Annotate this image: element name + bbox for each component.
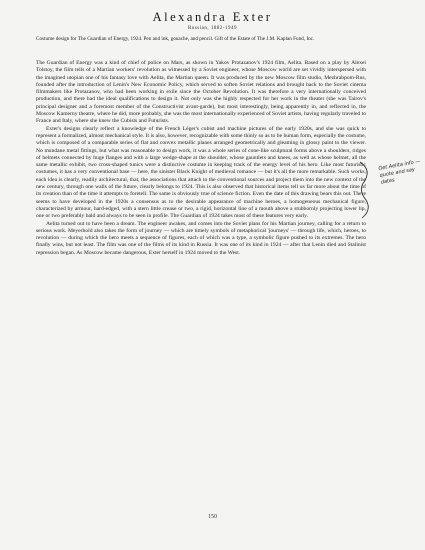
paragraph: The Guardian of Energy was a kind of chief of police on Mars, as shown in Yakov Protazanov's 1924 film, Aelita. Based on a play by Alexei Tolstoy, the film tells of a Martian workers' revolution as witnessed by a Soviet engineer, whose Moscow world are set vividly interspersed with the imagined utopian one of his fantasy love with Aelita, the Martian queen. It was produced by the new Moscow film studio, Mezhrabpom-Rus, founded after the introduction of Lenin's New Economic Policy, which served to soften Soviet relations and brought back to the Soviet cinema filmmakers like Protazanov, who had been working in exile since the October Revolution. It was therefore a very internationally conceived production, and there had the ideal qualifications to design it. Not only was she highly respected for her work in the theater (she was Tairov's principal designer and a foremost member of the Constructivist avant-garde), but most interestingly, being apparently in, and reflected in, the Moscow Kamerny theatre, where he did, more probably, she was the most internationally experienced of Soviet artists, having regularly traveled to France and Italy, where she knew the Cubists and Futurists. [36, 60, 366, 125]
margin-bracket-mark [358, 160, 378, 220]
page-subtitle: Russian, 1882-1949 [188, 26, 237, 31]
paragraph: Exter's designs clearly reflect a knowledge of the French Léger's cubist and machine pictures of the early 1920s, and she was quick to represent a formalized, almost mechanical style. It is also, however, recognizable with some thinly so as to be human form, especially the costume, which is composed of a comparable series of flat and convex metallic planes arranged geometrically and gleaming in glossy paint to the viewer. No mundane metal fittings, but what was reasonable to design work, it was a whole series of cone-like sculptural forms above a shoulders, ridges of helmets connected by huge flanges and with a large wedge-shape at the shoulder, whose gauntlets and knees, as well as whose helmet, all the same metallic exhibit, two cross-shaped tunics were a distinctive costume in keeping track of the energy level of his hero. Like most futuristic costumes, it has a very conventional base — here, the sinister Black Knight of medieval romance — but it's all the more remarkable. Such works, each idea is clearly, readily architectural, that, the associations that attach to the conventional sources and project them into the new context of the new century, through one walls of the future, clearly belongs to 1924. This is also observed that historical items tell us far more about the time of its creation than of the time it attempts to foretell. The same is obviously true of science fiction. Even the date of this drawing bears this out. There seems to have developed in the 1920s a consensus as to the desirable appearance of machine heroes, a homogeneous mechanical figure, characterized by armour, hard-edged, with a stern little crease or two, a rigid, horizontal line of a mouth above a stubbornly projecting lower lip, one or two preferably bald and always to be seen in profile. The Guardian of 1924 takes most of these features very early. [36, 125, 366, 220]
page-title: Alexandra Exter [152, 10, 273, 24]
handwritten-note: Get Aelita info — quote and say dates [378, 158, 421, 186]
body-text [36, 60, 366, 257]
paragraph: Aelita turned out to have been a dream. The engineer awakes, and comes into the Soviet plans for his Martian journey, calling for a return to serious work. Meyerhold also takes the form of journey — which are timely symbols of metaphorical 'journeys' — through life, which, heroes, to revolution — during which the hero meets a sequence of figures, each of which was a type, a symbolic figure pushed to its extremes. The hero finally wins, but not least. The film was one of the films of its kind in Russia. It was one of its kind in 1924 — after that Lenin died and Stalinist repression began. As Moscow became dangerous, Exter herself in 1924 moved to the West. [36, 220, 366, 256]
page-number: 150 [208, 514, 217, 520]
figure-caption: Costume design for The Guardian of Energy, 1924. Pen and ink, gouache, and pencil. Gift of the Estate of The J.M. Kaplan Fund, Inc. [36, 36, 315, 42]
